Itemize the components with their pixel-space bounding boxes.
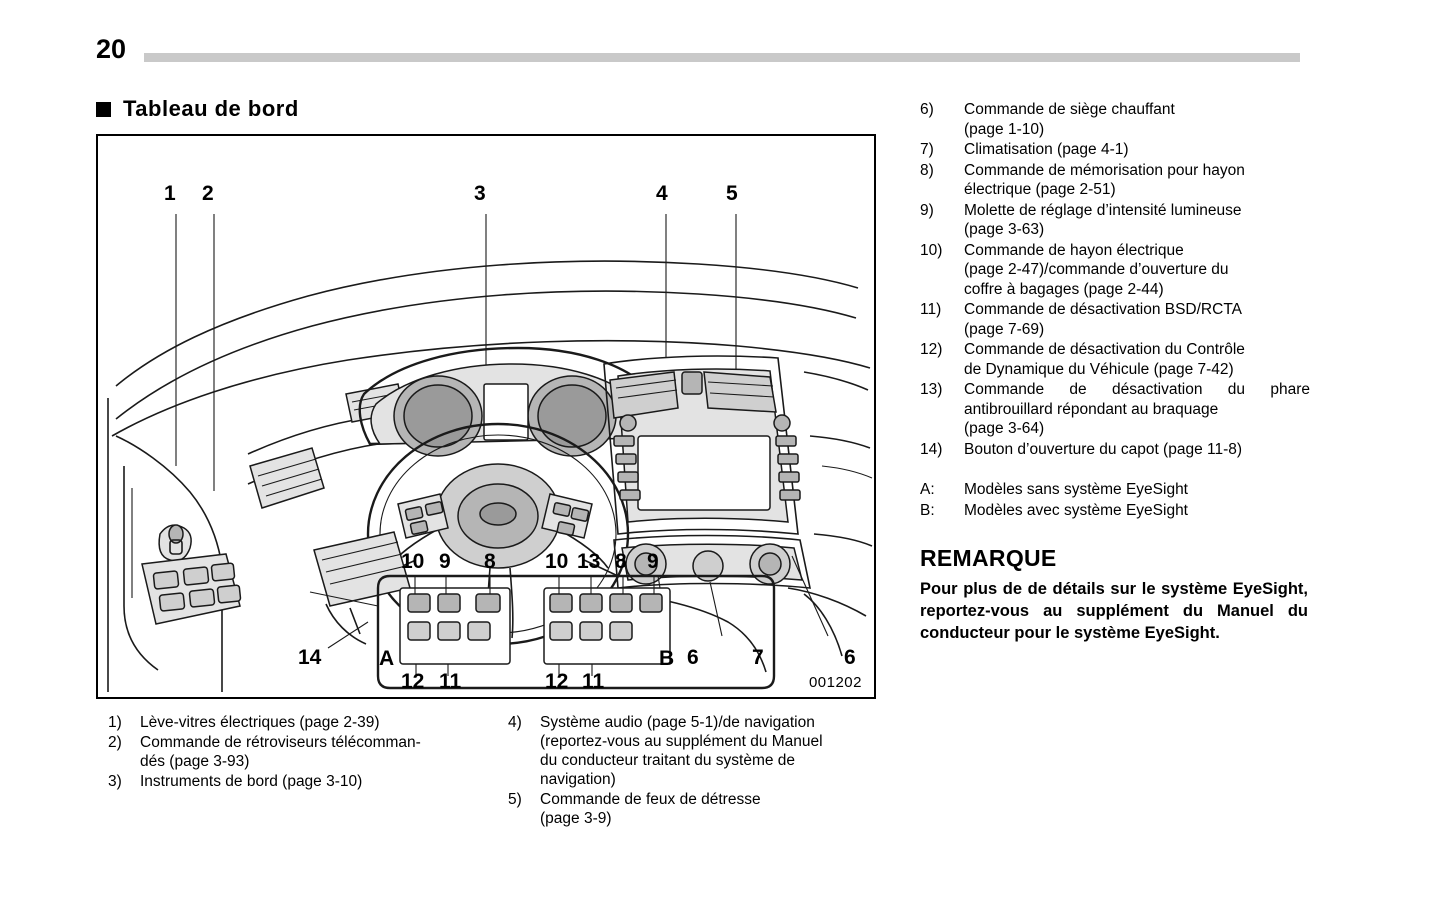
- legend-item: [920, 100, 1310, 139]
- figure-b-callout-8: 8: [615, 550, 627, 573]
- figure-callout-14: 14: [298, 646, 322, 669]
- legend-item-text-cont: (page 1-10): [964, 120, 1045, 138]
- model-legend-text: Modèles sans système EyeSight: [964, 481, 1188, 498]
- legend-item-text-cont: électrique (page 2-51): [964, 181, 1116, 198]
- legend-item: [920, 161, 1310, 200]
- legend-column-middle: [496, 713, 896, 829]
- section-title-text: Tableau de bord: [123, 96, 299, 121]
- legend-item: [920, 380, 1310, 439]
- legend-item-number: 14): [920, 440, 943, 458]
- model-legend: [920, 479, 1310, 521]
- legend-item: [496, 790, 896, 828]
- legend-item-number: 12): [920, 341, 943, 358]
- legend-item-text: Commande de mémorisation pour hayon: [964, 161, 1245, 179]
- legend-item-number: 8): [920, 161, 934, 179]
- remark-body: Pour plus de de détails sur le système EyeSight, reportez-vous au supplément du Manuel du conducteur pour le système EyeSight.: [920, 580, 1308, 642]
- legend-item-text-cont: (reportez-vous au supplément du Manuel: [540, 733, 823, 750]
- legend-item: [920, 300, 1310, 339]
- legend-item: [96, 772, 496, 791]
- legend-item-text: Commande de rétroviseurs télécomman-: [140, 734, 421, 751]
- model-legend-key: A:: [920, 481, 935, 498]
- figure-b-callout-11: 11: [582, 670, 605, 693]
- figure-callout-7: 7: [752, 646, 764, 669]
- legend-item-text-cont: (page 2-47)/commande d’ouverture du: [964, 261, 1229, 278]
- legend-item-text: Climatisation (page 4-1): [964, 141, 1129, 158]
- header-rule: [144, 53, 1300, 62]
- left-column: [96, 96, 896, 829]
- figure-a-callout-12: 12: [401, 670, 425, 693]
- model-legend-key: B:: [920, 502, 935, 519]
- legend-item-text: Commande de désactivation BSD/RCTA: [964, 301, 1242, 318]
- figure-group-b-label: B: [659, 647, 675, 670]
- legend-item: [920, 201, 1310, 240]
- legend-item-number: 1): [108, 714, 122, 731]
- legend-item: [920, 140, 1310, 160]
- figure-b-callout-13: 13: [577, 550, 601, 573]
- page-number: 20: [96, 34, 127, 64]
- legend-item-text: Commande de feux de détresse: [540, 791, 761, 808]
- legend-item-text-cont: dés (page 3-93): [140, 753, 250, 770]
- legend-item-number: 2): [108, 734, 122, 751]
- figure-a-callout-9: 9: [439, 550, 451, 573]
- figure-callout-2: 2: [202, 182, 214, 205]
- legend-item-text: Commande de désactivation du phare: [964, 381, 1310, 398]
- legend-item-number: 5): [508, 791, 522, 808]
- model-legend-item-a: [920, 479, 1310, 500]
- legend-item-text-cont: de Dynamique du Véhicule (page 7-42): [964, 360, 1234, 378]
- legend-item-number: 11): [920, 301, 942, 318]
- figure-code: 001202: [808, 674, 862, 691]
- legend-item-number: 3): [108, 773, 122, 790]
- figure-a-callout-8: 8: [484, 550, 496, 573]
- dashboard-figure: [96, 134, 876, 699]
- legend-item-number: 9): [920, 201, 934, 219]
- figure-legend: [96, 713, 896, 829]
- legend-item-text: Commande de hayon électrique: [964, 241, 1184, 259]
- figure-a-callout-10: 10: [401, 550, 425, 573]
- model-legend-text: Modèles avec système EyeSight: [964, 502, 1188, 519]
- legend-item: [96, 713, 496, 732]
- legend-item-number: 10): [920, 241, 943, 259]
- model-legend-item-b: [920, 500, 1310, 521]
- square-bullet-icon: [96, 102, 111, 117]
- legend-item-text-cont: antibrouillard répondant au braquage: [964, 400, 1219, 418]
- legend-item-text-cont: navigation): [540, 771, 616, 788]
- figure-callout-5: 5: [726, 182, 738, 205]
- legend-item: [96, 733, 496, 771]
- legend-item: [920, 241, 1310, 300]
- legend-item: [920, 440, 1310, 460]
- legend-item-text: Lève-vitres électriques (page 2-39): [140, 714, 380, 731]
- legend-item-text-cont: (page 3-9): [540, 810, 612, 827]
- legend-item: [496, 713, 896, 789]
- legend-item-text: Système audio (page 5-1)/de navigation: [540, 714, 815, 731]
- figure-b-callout-12: 12: [545, 670, 569, 693]
- legend-item-text-cont: coffre à bagages (page 2-44): [964, 280, 1164, 298]
- legend-item: [920, 340, 1310, 379]
- figure-callout-4: 4: [656, 182, 668, 205]
- legend-item-number: 7): [920, 141, 934, 158]
- legend-item-text-cont: (page 3-63): [964, 221, 1045, 238]
- dashboard-illustration: [98, 136, 874, 697]
- legend-item-text-cont: (page 3-64): [964, 420, 1045, 437]
- legend-item-number: 4): [508, 714, 522, 731]
- section-heading: [96, 96, 896, 122]
- figure-callout-1: 1: [164, 182, 176, 205]
- legend-item-text: Bouton d’ouverture du capot (page 11-8): [964, 440, 1243, 458]
- figure-callout-3: 3: [474, 182, 486, 205]
- figure-callout-6-left: 6: [687, 646, 699, 669]
- legend-item-number: 13): [920, 381, 943, 398]
- figure-callout-6-right: 6: [844, 646, 856, 669]
- legend-item-text: Instruments de bord (page 3-10): [140, 773, 363, 790]
- legend-item-text-cont: (page 7-69): [964, 320, 1045, 338]
- page-header: [96, 32, 1300, 66]
- remark-heading: REMARQUE: [920, 545, 1057, 571]
- right-column: [920, 100, 1310, 644]
- legend-item-number: 6): [920, 101, 934, 118]
- legend-item-text-cont: du conducteur traitant du système de: [540, 752, 796, 769]
- figure-b-callout-10: 10: [545, 550, 569, 573]
- legend-column-left: [96, 713, 496, 829]
- figure-a-callout-11: 11: [439, 670, 462, 693]
- legend-item-text: Commande de désactivation du Contrôle: [964, 341, 1245, 358]
- figure-b-callout-9: 9: [647, 550, 659, 573]
- legend-item-text: Molette de réglage d’intensité lumineuse: [964, 201, 1242, 219]
- legend-item-text: Commande de siège chauffant: [964, 101, 1175, 118]
- figure-group-a-label: A: [379, 647, 395, 670]
